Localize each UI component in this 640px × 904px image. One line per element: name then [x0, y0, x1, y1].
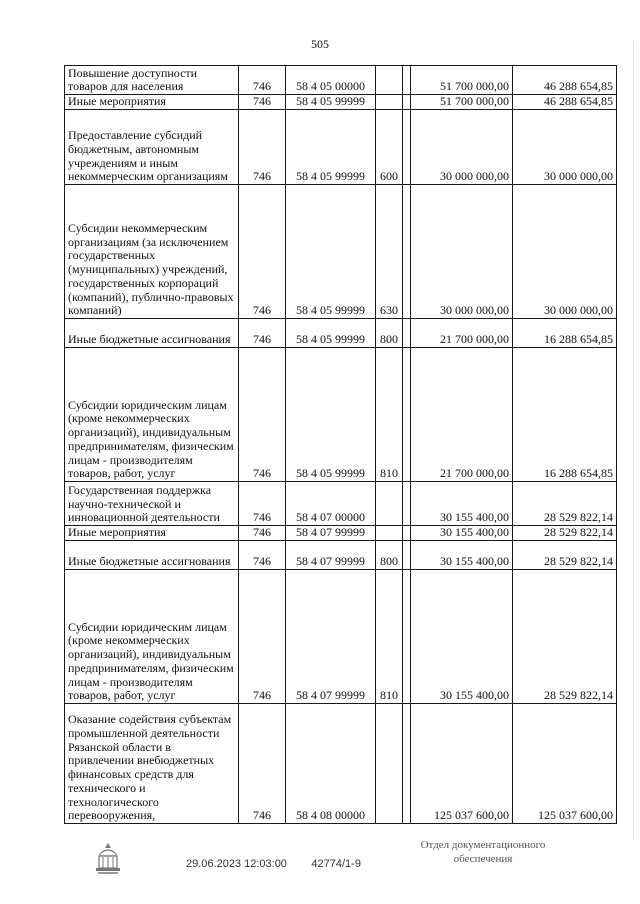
- row-amount-a: 21 700 000,00: [411, 348, 513, 482]
- row-amount-a: 51 700 000,00: [411, 66, 513, 95]
- row-code: 746: [239, 185, 286, 319]
- table-row: [65, 319, 617, 348]
- row-gap: [403, 185, 411, 319]
- table-row: [65, 185, 617, 319]
- row-amount-a: 30 155 400,00: [411, 526, 513, 541]
- row-amount-a: 125 037 600,00: [411, 704, 513, 824]
- row-name: Повышение доступности товаров для населения: [65, 66, 239, 95]
- row-csr: 58 4 05 99999: [286, 348, 376, 482]
- department-stamp: [408, 838, 558, 866]
- table-row: [65, 482, 617, 526]
- row-csr: 58 4 07 99999: [286, 570, 376, 704]
- row-amount-a: 30 155 400,00: [411, 482, 513, 526]
- row-code: 746: [239, 541, 286, 570]
- row-name: Иные мероприятия: [65, 526, 239, 541]
- row-code: 746: [239, 66, 286, 95]
- row-name: Субсидии некоммерческим организациям (за исключением государственных (муниципальных) учреждений, государственных корпораций (компаний), публично-правовых компаний): [65, 185, 239, 319]
- row-amount-b: 125 037 600,00: [513, 704, 617, 824]
- row-gap: [403, 95, 411, 110]
- row-amount-b: 28 529 822,14: [513, 482, 617, 526]
- row-code: 746: [239, 704, 286, 824]
- row-amount-a: 30 000 000,00: [411, 185, 513, 319]
- table-row: [65, 348, 617, 482]
- table-row: [65, 110, 617, 185]
- footer-meta: [186, 858, 361, 870]
- table-row: [65, 95, 617, 110]
- row-csr: 58 4 05 99999: [286, 95, 376, 110]
- row-amount-a: 51 700 000,00: [411, 95, 513, 110]
- row-code: 746: [239, 482, 286, 526]
- row-gap: [403, 526, 411, 541]
- row-gap: [403, 348, 411, 482]
- row-code: 746: [239, 348, 286, 482]
- row-cvr: 630: [376, 185, 403, 319]
- row-csr: 58 4 05 00000: [286, 66, 376, 95]
- stamp-line-2: обеспечения: [453, 853, 513, 865]
- row-code: 746: [239, 526, 286, 541]
- row-gap: [403, 541, 411, 570]
- row-cvr: 810: [376, 348, 403, 482]
- row-cvr: [376, 482, 403, 526]
- row-gap: [403, 482, 411, 526]
- row-amount-b: 30 000 000,00: [513, 110, 617, 185]
- row-amount-b: 16 288 654,85: [513, 319, 617, 348]
- duma-emblem-icon: [92, 840, 124, 878]
- row-cvr: 600: [376, 110, 403, 185]
- row-cvr: [376, 95, 403, 110]
- row-name: Иные мероприятия: [65, 95, 239, 110]
- row-amount-b: 16 288 654,85: [513, 348, 617, 482]
- row-amount-b: 28 529 822,14: [513, 570, 617, 704]
- table-row: [65, 704, 617, 824]
- stamp-line-1: Отдел документационного: [420, 839, 546, 851]
- row-gap: [403, 570, 411, 704]
- row-csr: 58 4 08 00000: [286, 704, 376, 824]
- row-amount-b: 46 288 654,85: [513, 66, 617, 95]
- row-cvr: 810: [376, 570, 403, 704]
- row-name: Субсидии юридическим лицам (кроме некоммерческих организаций), индивидуальным предпринимателям, физическим лицам - производителям товаров, работ, услуг: [65, 570, 239, 704]
- row-code: 746: [239, 570, 286, 704]
- row-cvr: 800: [376, 319, 403, 348]
- row-csr: 58 4 05 99999: [286, 110, 376, 185]
- row-amount-b: 46 288 654,85: [513, 95, 617, 110]
- row-cvr: [376, 526, 403, 541]
- row-amount-a: 30 000 000,00: [411, 110, 513, 185]
- row-gap: [403, 110, 411, 185]
- table-row: [65, 570, 617, 704]
- row-name: Иные бюджетные ассигнования: [65, 319, 239, 348]
- row-csr: 58 4 05 99999: [286, 185, 376, 319]
- row-csr: 58 4 07 99999: [286, 541, 376, 570]
- row-gap: [403, 319, 411, 348]
- row-name: Иные бюджетные ассигнования: [65, 541, 239, 570]
- row-csr: 58 4 07 99999: [286, 526, 376, 541]
- row-csr: 58 4 05 99999: [286, 319, 376, 348]
- scan-edge-marks: [633, 40, 640, 840]
- row-cvr: [376, 66, 403, 95]
- footer-datetime: 29.06.2023 12:03:00: [186, 858, 287, 870]
- row-csr: 58 4 07 00000: [286, 482, 376, 526]
- row-amount-b: 28 529 822,14: [513, 541, 617, 570]
- row-cvr: 800: [376, 541, 403, 570]
- row-code: 746: [239, 110, 286, 185]
- footer-doc-id: 42774/1-9: [311, 858, 361, 870]
- row-gap: [403, 66, 411, 95]
- row-amount-a: 30 155 400,00: [411, 541, 513, 570]
- table-row: [65, 526, 617, 541]
- row-name: Предоставление субсидий бюджетным, автономным учреждениям и иным некоммерческим организациям: [65, 110, 239, 185]
- row-name: Субсидии юридическим лицам (кроме некоммерческих организаций), индивидуальным предпринимателям, физическим лицам - производителям товаров, работ, услуг: [65, 348, 239, 482]
- row-amount-b: 28 529 822,14: [513, 526, 617, 541]
- row-gap: [403, 704, 411, 824]
- table-row: [65, 66, 617, 95]
- table-row: [65, 541, 617, 570]
- row-code: 746: [239, 95, 286, 110]
- row-amount-a: 21 700 000,00: [411, 319, 513, 348]
- budget-table: [64, 65, 617, 824]
- row-amount-b: 30 000 000,00: [513, 185, 617, 319]
- row-cvr: [376, 704, 403, 824]
- row-name: Оказание содействия субъектам промышленной деятельности Рязанской области в привлечении внебюджетных финансовых средств для технического и технологического перевооружения,: [65, 704, 239, 824]
- row-amount-a: 30 155 400,00: [411, 570, 513, 704]
- row-code: 746: [239, 319, 286, 348]
- row-name: Государственная поддержка научно-технической и инновационной деятельности: [65, 482, 239, 526]
- page-number: 505: [311, 37, 329, 51]
